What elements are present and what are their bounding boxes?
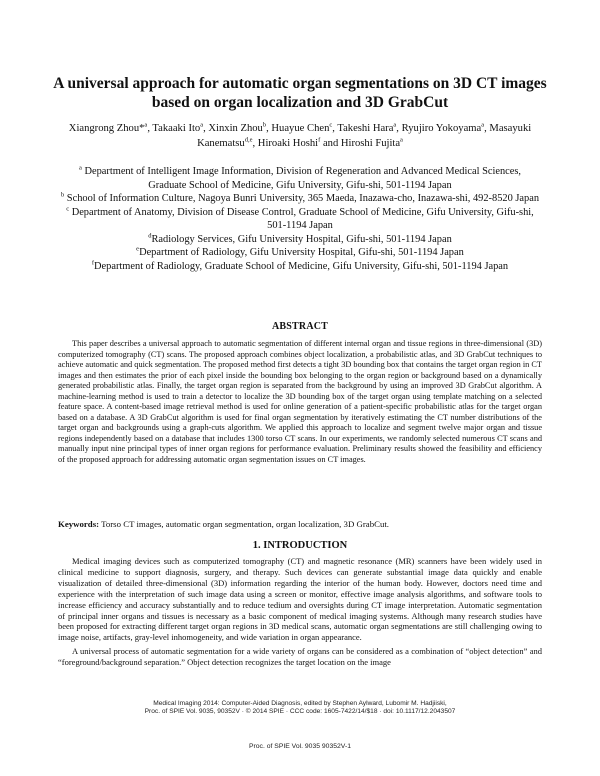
paper-title: A universal approach for automatic organ segmentations on 3D CT images based on organ localization and 3D GrabCut — [53, 75, 547, 111]
footer-line: Proc. of SPIE Vol. 9035, 90352V · © 2014 SPIE · CCC code: 1605-7422/14/$18 · doi: 10.1117/12.2043507 — [144, 708, 456, 715]
footer-line: Medical Imaging 2014: Computer-Aided Diagnosis, edited by Stephen Aylward, Lubomir M. Hadjiiski, — [153, 700, 447, 707]
introduction-body — [58, 556, 542, 671]
abstract-text: This paper describes a universal approach to automatic segmentation of different internal organ and tissue regions in three-dimensional (3D) computerized tomography (CT) scans. The proposed approach combines object localization, a probabilistic atlas, and 3D GrabCut techniques to achieve automatic and quick segmentation. The proposed method first detects a tight 3D bounding box that contains the target organ region in CT images and then estimates the prior of each pixel inside the bounding box belonging to the organ region or background based on a dynamically generated probabilistic atlas. Finally, the target organ region is separated from the background by using an improved 3D GrabCut algorithm. A machine-learning method is used to train a detector to localize the 3D bounding box of the target organ using template matching on a selected feature space. A content-based image retrieval method is used for online generation of a patient-specific probabilistic atlas for the target organ based on a database. A 3D GrabCut algorithm is used for final organ segmentation by iteratively estimating the CT number distributions of the target organ and backgrounds using a graph-cuts algorithm. We applied this approach to localize and segment twelve major organ and tissue regions independently based on a database that includes 1300 torso CT scans. In our experiments, we randomly selected numerous CT scans and manually input nine principal types of inner organ regions for performance evaluation. Preliminary results showed the feasibility and efficiency of the proposed approach for addressing automatic organ segmentation issues on CT images. — [58, 339, 542, 465]
keywords — [58, 519, 542, 529]
keywords-text: Torso CT images, automatic organ segmentation, organ localization, 3D GrabCut. — [101, 519, 390, 529]
publication-footer — [0, 700, 600, 716]
affiliation: $^d$Radiology Services, Gifu University Hospital, Gifu-shi, 501-1194 Japan — [148, 232, 452, 245]
author: Takeshi Hara$^a$ — [337, 121, 397, 134]
affiliation-list — [60, 165, 540, 273]
author: Ryujiro Yokoyama$^a$ — [401, 121, 485, 134]
author: Masayuki Kanematsu$^{d,e}$ — [197, 123, 532, 149]
affiliation: $^c$ Department of Anatomy, Division of Disease Control, Graduate School of Medicine, Gifu University, Gifu-shi, 501-1194 Japan — [66, 205, 534, 231]
affiliation: $^f$Department of Radiology, Graduate School of Medicine, Gifu University, Gifu-shi, 501-1194 Japan — [91, 259, 509, 272]
paragraph: Medical imaging devices such as computerized tomography (CT) and magnetic resonance (MR) scanners have been widely used in clinical medicine to support diagnosis, surgery, and therapy. Such devices can generate substantial image data quickly and enable visualization of detailed three-dimensional (3D) information regarding the interior of the human body. However, doctors need time and experience with the interpretation of such image data using a screen or monitor, effective image analysis algorithms, and software tools to increase efficiency and accuracy substantially and to reduce tedium and oversights during CT image interpretation. Automatic segmentation of principal inner organs and tissues is necessary as a basic component of medical imaging systems. Although many research studies have been proposed for extracting different target organ regions in 3D medical scans, automatic organ segmentations are still challenging owing to image noise, artifacts, gray-level inhomogeneity, and wide variation in organ appearance. — [58, 556, 542, 643]
author: Huayue Chen$^c$ — [271, 121, 333, 134]
section-heading: 1. INTRODUCTION — [252, 540, 348, 551]
author: Hiroaki Hoshi$^f$ — [257, 136, 321, 149]
abstract-heading: ABSTRACT — [271, 321, 329, 332]
affiliation: $^b$ School of Information Culture, Nagoya Bunri University, 365 Maeda, Inazawa-cho, Inazawa-shi, 492-8520 Japan — [60, 191, 540, 204]
author: Takaaki Ito$^a$ — [152, 121, 204, 134]
paragraph: A universal process of automatic segmentation for a wide variety of organs can be considered as a combination of “object detection” and “foreground/background separation.” Object detection recognizes the target location on the image — [58, 646, 542, 668]
author: Xiangrong Zhou*$^a$ — [68, 121, 148, 134]
affiliation: $^e$Department of Radiology, Gifu University Hospital, Gifu-shi, 501-1194 Japan — [136, 245, 464, 258]
keywords-label: Keywords: — [58, 519, 100, 529]
affiliation: $^a$ Department of Intelligent Image Information, Division of Regeneration and Advanced Medical Sciences, Graduate School of Medicine, Gifu University, Gifu-shi, 501-1194 Japan — [78, 164, 522, 191]
author: Xinxin Zhou$^b$ — [208, 121, 267, 134]
page-number: Proc. of SPIE Vol. 9035 90352V-1 — [248, 743, 352, 750]
author: Hiroshi Fujita$^a$ — [340, 136, 403, 149]
author-list: Xiangrong Zhou*$^a$, Takaaki Ito$^a$, Xinxin Zhou$^b$, Huayue Chen$^c$, Takeshi Hara$^a$, Ryujiro Yokoyama$^a$, Masayuki Kanematsu$^{d,e}$, Hiroaki Hoshi$^f$ and Hiroshi Fujita$^a$ — [68, 121, 532, 149]
